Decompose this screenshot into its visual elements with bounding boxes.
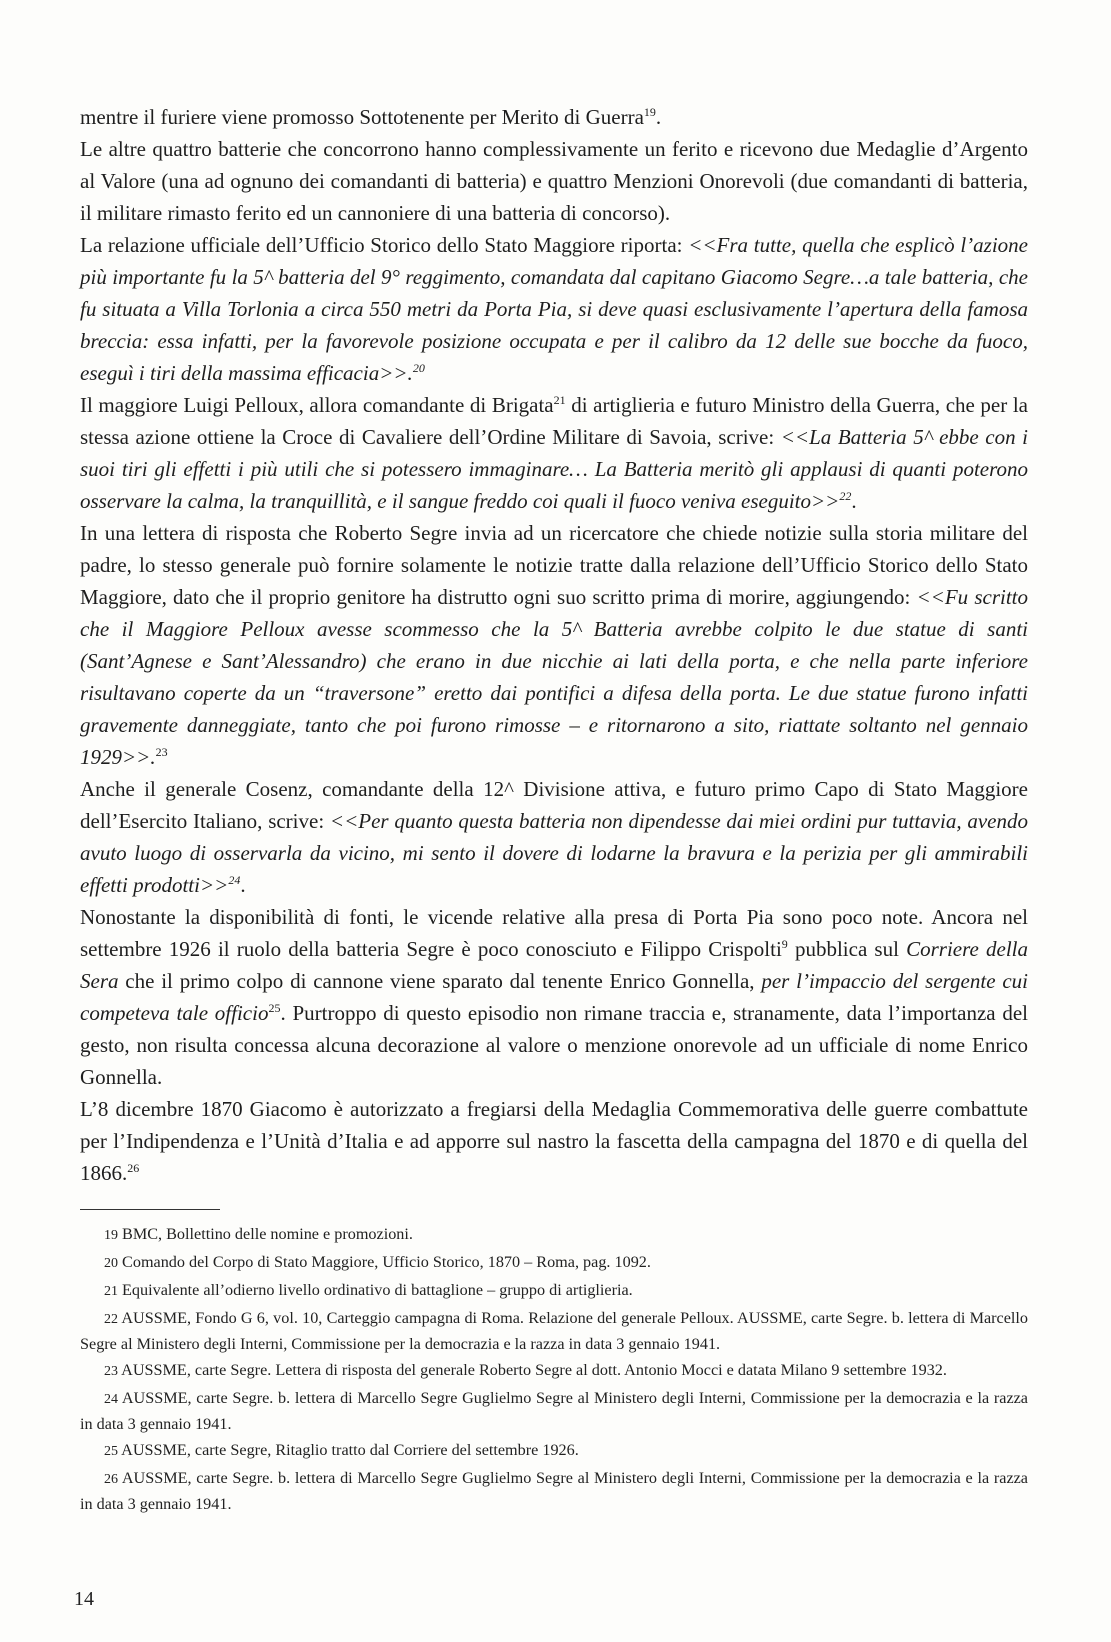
footnote [80,1386,1028,1436]
footnote-number: 21 [104,1284,118,1299]
paragraph [80,773,1028,901]
footnote-number: 22 [104,1312,118,1327]
paragraph-text: . [851,489,857,513]
footnote [80,1438,1028,1464]
paragraph [80,229,1028,389]
paragraph-text: In una lettera di risposta che Roberto Segre invia ad un ricercatore che chiede notizie sulla storia militare del padre, lo stesso generale può fornire solamente le notizie tratte dalla relazione dell’Ufficio Storico dello Stato Maggiore, dato che il proprio genitore ha distrutto ogni suo scritto prima di morire, aggiungendo: [80,521,1028,609]
footnote-ref: 22 [839,489,852,503]
footnote [80,1250,1028,1276]
footnote [80,1278,1028,1304]
paragraph-text: Nonostante la disponibilità di fonti, le vicende relative alla presa di Porta Pia sono poco note. Ancora nel settembre 1926 il ruolo della batteria Segre è poco conosciuto e Filippo Crispolti [80,905,1028,961]
footnote-ref: 23 [155,745,168,759]
paragraph-text: . Purtroppo di questo episodio non rimane traccia e, stranamente, data l’importanza del gesto, non risulta concessa alcuna decorazione al valore o menzione onorevole ad un ufficiale di nome Enrico Gonnella. [80,1001,1029,1089]
paragraph-text: . [655,105,662,129]
paragraph-text: pubblica sul [787,937,907,961]
paragraph-text: di artiglieria e futuro Ministro della Guerra, che per la stessa azione ottiene la Croce di Cavaliere dell’Ordine Militare di Savoia, scrive: [80,393,1028,449]
footnote-ref: 26 [127,1161,140,1175]
paragraph-text: mentre il furiere viene promosso Sottotenente per Merito di Guerra [80,105,644,129]
quote-text: <<Fu scritto che il Maggiore Pelloux avesse scommesso che la 5^ Batteria avrebbe colpito le due statue di santi (Sant’Agnese e Sant’Alessandro) che erano in due nicchie ai lati della porta, e che nella parte inferiore risultavano coperte da un “traversone” eretto dai pontifici a difesa della porta. Le due statue furono infatti gravemente danneggiate, tanto che poi furono rimosse – e ritornarono a sito, riattate soltanto nel gennaio 1929>>. [80,585,1028,769]
footnote [80,1222,1028,1248]
footnote-text: AUSSME, carte Segre. b. lettera di Marcello Segre Guglielmo Segre al Ministero degli Interni, Commissione per la democrazia e la razza in data 3 gennaio 1941. [80,1469,1028,1513]
quote-text: <<Per quanto questa batteria non dipendesse dai miei ordini pur tuttavia, avendo avuto luogo di osservarla da vicino, mi sento il dovere di lodarne la bravura e la perizia per gli ammirabili effetti prodotti>> [80,809,1028,897]
footnote-ref: 21 [553,393,566,407]
page-number: 14 [74,1588,94,1610]
paragraph [80,1093,1028,1189]
footnote [80,1306,1028,1356]
paragraph [80,101,1028,133]
quote-text: <<La Batteria 5^ ebbe con i suoi tiri gli effetti i più utili che si potessero immaginare… La Batteria meritò gli applausi di quanti poterono osservare la calma, la tranquillità, e il sangue freddo coi quali il fuoco veniva eseguito>> [80,425,1028,513]
body-text [80,101,1028,1189]
footnote-number: 20 [104,1256,118,1271]
footnote-number: 25 [104,1444,118,1459]
footnote-number: 23 [104,1364,118,1379]
paragraph [80,517,1028,773]
footnote-ref: 20 [412,361,425,375]
paragraph-text: Anche il generale Cosenz, comandante della 12^ Divisione attiva, e futuro primo Capo di Stato Maggiore dell’Esercito Italiano, scrive: [80,777,1028,833]
paragraph-text: . [240,873,246,897]
footnote-ref: 24 [228,873,241,887]
footnote-ref: 9 [781,937,788,951]
paragraph-text: che il primo colpo di cannone viene sparato dal tenente Enrico Gonnella, [118,969,762,993]
paragraph [80,133,1028,229]
paragraph [80,901,1028,1093]
footnote-text: AUSSME, carte Segre. Lettera di risposta del generale Roberto Segre al dott. Antonio Mocci e datata Milano 9 settembre 1932. [121,1361,947,1379]
footnote [80,1466,1028,1516]
paragraph-text: Il maggiore Luigi Pelloux, allora comandante di Brigata [80,393,554,417]
quote-text: <<Fra tutte, quella che esplicò l’azione più importante fu la 5^ batteria del 9° reggimento, comandata dal capitano Giacomo Segre…a tale batteria, che fu situata a Villa Torlonia a circa 550 metri da Porta Pia, si deve quasi esclusivamente l’apertura della famosa breccia: essa infatti, per la favorevole posizione occupata e per il calibro da 12 delle sue bocche da fuoco, eseguì i tiri della massima efficacia>>. [80,233,1029,385]
footnote-text: Comando del Corpo di Stato Maggiore, Ufficio Storico, 1870 – Roma, pag. 1092. [122,1253,651,1271]
paragraph-text: Le altre quattro batterie che concorrono hanno complessivamente un ferito e ricevono due Medaglie d’Argento al Valore (una ad ognuno dei comandanti di batteria) e quattro Menzioni Onorevoli (due comandanti di batteria, il militare rimasto ferito ed un cannoniere di una batteria di concorso). [80,137,1028,225]
footnote [80,1358,1028,1384]
footnote-ref: 19 [643,105,656,119]
footnote-text: BMC, Bollettino delle nomine e promozioni. [122,1225,413,1243]
footnote-text: AUSSME, carte Segre. b. lettera di Marcello Segre Guglielmo Segre al Ministero degli Interni, Commissione per la democrazia e la razza in data 3 gennaio 1941. [80,1389,1028,1433]
footnote-text: AUSSME, Fondo G 6, vol. 10, Carteggio campagna di Roma. Relazione del generale Pelloux. AUSSME, carte Segre. b. lettera di Marcello Segre al Ministero degli Interni, Commissione per la democrazia e la razza in data 3 gennaio 1941. [80,1309,1029,1353]
quote-text: Corriere della Sera [80,937,1028,993]
paragraph-text: La relazione ufficiale dell’Ufficio Storico dello Stato Maggiore riporta: [80,233,689,257]
quote-text: per l’impaccio del sergente cui competeva tale officio [80,969,1028,1025]
footnote-number: 24 [104,1392,118,1407]
footnote-text: Equivalente all’odierno livello ordinativo di battaglione – gruppo di artiglieria. [122,1281,633,1299]
footnote-text: AUSSME, carte Segre, Ritaglio tratto dal Corriere del settembre 1926. [121,1441,579,1459]
paragraph [80,389,1028,517]
footnote-separator [80,1209,220,1210]
footnote-ref: 25 [268,1001,281,1015]
footnote-number: 19 [104,1228,118,1243]
paragraph-text: L’8 dicembre 1870 Giacomo è autorizzato a fregiarsi della Medaglia Commemorativa delle guerre combattute per l’Indipendenza e l’Unità d’Italia e ad apporre sul nastro la fascetta della campagna del 1870 e di quella del 1866. [80,1097,1028,1185]
footnote-number: 26 [104,1472,118,1487]
footnotes [80,1222,1028,1518]
